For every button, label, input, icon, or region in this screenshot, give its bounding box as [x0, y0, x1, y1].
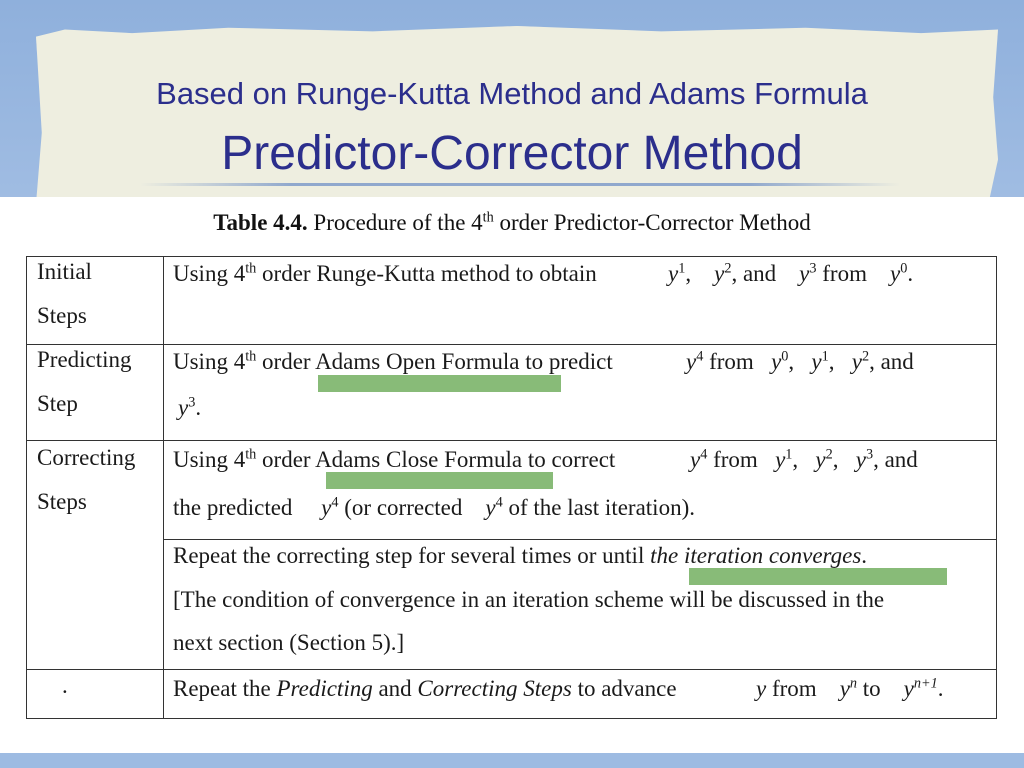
slide-title: Predictor-Corrector Method: [221, 127, 803, 180]
initial-line-1: Using 4th order Runge-Kutta method to obtain: [173, 260, 597, 286]
table-border-left: [26, 256, 27, 719]
correcting-line-2: the predicted $y^4$ (or corrected $y^4$ of the last iteration).: [173, 494, 695, 520]
row-head-correcting-2: Steps: [37, 489, 87, 514]
table-caption: [0, 210, 1024, 236]
predicting-line-2: $y^3$.: [178, 394, 202, 420]
caption-text-b: order Predictor-Corrector Method: [499, 210, 811, 235]
slide-subtitle: Based on Runge-Kutta Method and Adams Formula: [156, 76, 868, 111]
highlight-adams-open: [318, 375, 561, 392]
highlight-adams-close: [326, 472, 553, 489]
correcting-line-1: Using 4th order Adams Close Formula to correct: [173, 446, 616, 472]
adams-close-formula: Adams Close Formula: [315, 447, 523, 472]
row-head-predicting-1: Predicting: [37, 347, 132, 372]
adams-open-formula: Adams Open Formula: [315, 349, 520, 374]
advance-math: y from $y^n$ to $y^{n+1}$.: [756, 675, 944, 701]
convergence-note-1: [The condition of convergence in an iteration scheme will be discussed in the: [173, 587, 885, 612]
table-border-right: [996, 256, 997, 719]
repeat-line: Repeat the correcting step for several times or until the iteration converges.: [173, 543, 868, 568]
table-border-top: [26, 256, 997, 257]
row-head-initial-2: Steps: [37, 303, 87, 328]
caption-label: Table 4.4.: [213, 210, 308, 235]
row-head-initial-1: Initial: [37, 259, 92, 284]
table-column-divider: [163, 256, 164, 719]
caption-text-a: Procedure of the 4: [313, 210, 483, 235]
advance-line: Repeat the Predicting and Correcting Steps to advance: [173, 676, 677, 701]
table-area: [0, 197, 1024, 753]
predicting-math: $y^4$ from $y^0$, $y^1$, $y^2$, and: [686, 348, 914, 374]
correcting-math: $y^4$ from $y^1$, $y^2$, $y^3$, and: [690, 446, 918, 472]
table-row-divider: [26, 669, 997, 670]
highlight-converges: [689, 568, 947, 585]
table-border-bottom: [26, 718, 997, 719]
table-row-divider: [26, 344, 997, 345]
caption-sup: th: [482, 209, 494, 226]
row-head-predicting-2: Step: [37, 391, 78, 416]
predicting-line-1: Using 4th order Adams Open Formula to predict: [173, 348, 613, 374]
initial-math: $y^1$, $y^2$, and $y^3$ from $y^0$.: [668, 260, 914, 286]
title-underline: [140, 183, 900, 186]
table-row-divider: [163, 539, 997, 540]
table-row-divider: [26, 440, 997, 441]
convergence-note-2: next section (Section 5).]: [173, 630, 405, 655]
iteration-converges-text: the iteration converges: [650, 543, 862, 568]
row-head-correcting-1: Correcting: [37, 445, 136, 470]
row-head-advance: .: [62, 673, 68, 698]
